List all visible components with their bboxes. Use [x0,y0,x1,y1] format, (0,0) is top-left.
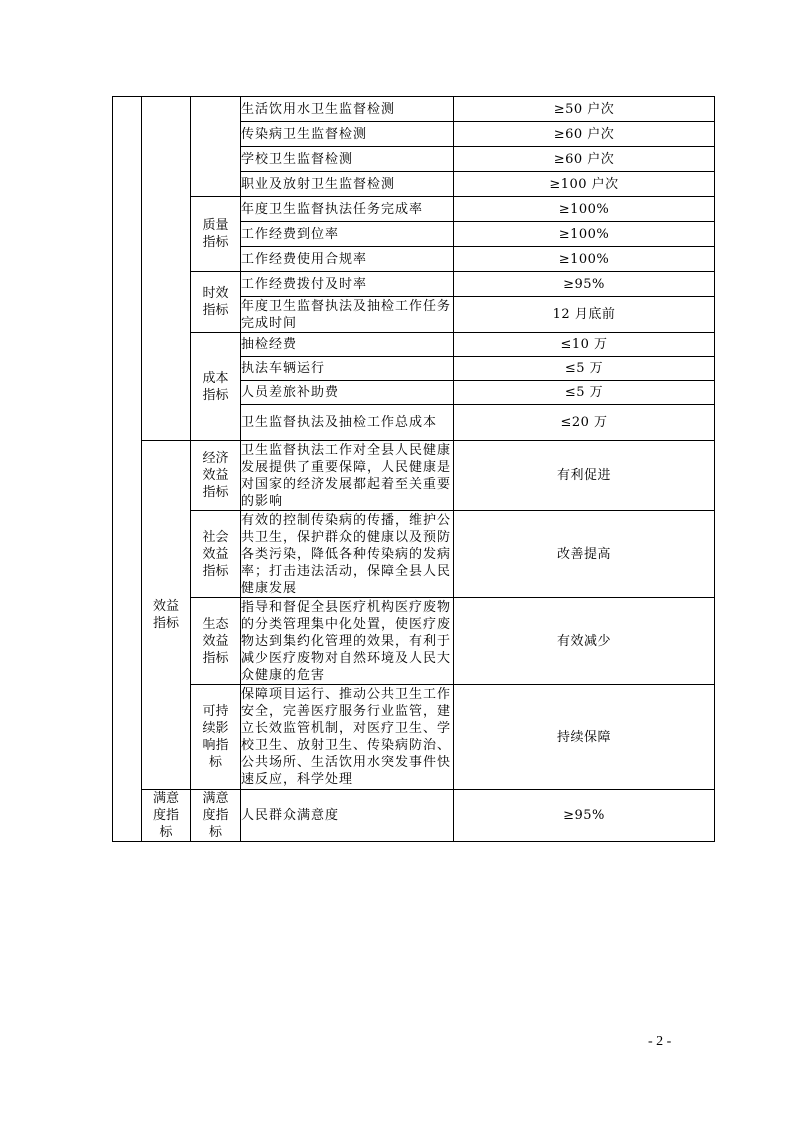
indicator-value: ≥60 户次 [454,122,715,147]
quality-label: 质量指标 [191,197,241,272]
indicator-value: 有利促进 [454,441,715,511]
table-row [113,333,715,357]
indicator-name: 指导和督促全县医疗机构医疗废物的分类管理集中化处置，使医疗废物达到集约化管理的效果，有利于减少医疗废物对自然环境及人民大众健康的危害 [241,598,454,685]
table-row [113,272,715,297]
indicator-value: ≥50 户次 [454,97,715,122]
indicator-value: ≥100% [454,197,715,222]
table-row [113,598,715,685]
table-row [113,97,715,122]
indicator-name: 执法车辆运行 [241,357,454,381]
output-category-cell [142,97,191,441]
indicator-value: ≥100% [454,247,715,272]
table-row [113,790,715,842]
indicator-name: 年度卫生监督执法及抽检工作任务完成时间 [241,297,454,333]
ecological-label: 生态效益指标 [191,598,241,685]
indicator-value: 有效减少 [454,598,715,685]
level1-cell [113,97,142,842]
satisfaction-category-label: 满意度指标 [142,790,191,842]
indicator-name: 工作经费使用合规率 [241,247,454,272]
table-row [113,685,715,790]
indicator-value: ≥95% [454,272,715,297]
indicator-name: 传染病卫生监督检测 [241,122,454,147]
cost-label: 成本指标 [191,333,241,441]
indicator-name: 卫生监督执法及抽检工作总成本 [241,405,454,441]
indicator-value: ≥100 户次 [454,172,715,197]
indicator-value: ≥60 户次 [454,147,715,172]
page-number: - 2 - [648,1034,672,1049]
indicator-value: ≤20 万 [454,405,715,441]
indicator-name: 保障项目运行、推动公共卫生工作安全，完善医疗服务行业监管，建立长效监管机制，对医疗卫生、学校卫生、放射卫生、传染病防治、公共场所、生活饮用水突发事件快速反应，科学处理 [241,685,454,790]
indicator-value: ≤5 万 [454,381,715,405]
indicator-value: ≥100% [454,222,715,247]
indicator-name: 抽检经费 [241,333,454,357]
indicator-name: 工作经费拨付及时率 [241,272,454,297]
indicator-name: 人员差旅补助费 [241,381,454,405]
indicator-name: 职业及放射卫生监督检测 [241,172,454,197]
indicator-name: 人民群众满意度 [241,790,454,842]
table-row [113,511,715,598]
table-row [113,441,715,511]
indicator-name: 卫生监督执法工作对全县人民健康发展提供了重要保障，人民健康是对国家的经济发展都起着至关重要的影响 [241,441,454,511]
satisfaction-sub-label: 满意度指标 [191,790,241,842]
indicator-name: 有效的控制传染病的传播，维护公共卫生，保护群众的健康以及预防各类污染，降低各种传染病的发病率；打击违法活动，保障全县人民健康发展 [241,511,454,598]
indicator-name: 工作经费到位率 [241,222,454,247]
sustainable-label: 可持续影响指标 [191,685,241,790]
indicator-value: 持续保障 [454,685,715,790]
indicator-value: ≤10 万 [454,333,715,357]
indicator-value: 改善提高 [454,511,715,598]
indicator-value: ≤5 万 [454,357,715,381]
quantity-subcategory-cell [191,97,241,197]
economic-label: 经济效益指标 [191,441,241,511]
table-row [113,197,715,222]
indicator-value: ≥95% [454,790,715,842]
benefit-label: 效益指标 [142,441,191,790]
indicator-name: 生活饮用水卫生监督检测 [241,97,454,122]
social-label: 社会效益指标 [191,511,241,598]
indicator-value: 12 月底前 [454,297,715,333]
indicator-name: 年度卫生监督执法任务完成率 [241,197,454,222]
indicator-name: 学校卫生监督检测 [241,147,454,172]
timeliness-label: 时效指标 [191,272,241,333]
indicator-table [112,96,715,842]
